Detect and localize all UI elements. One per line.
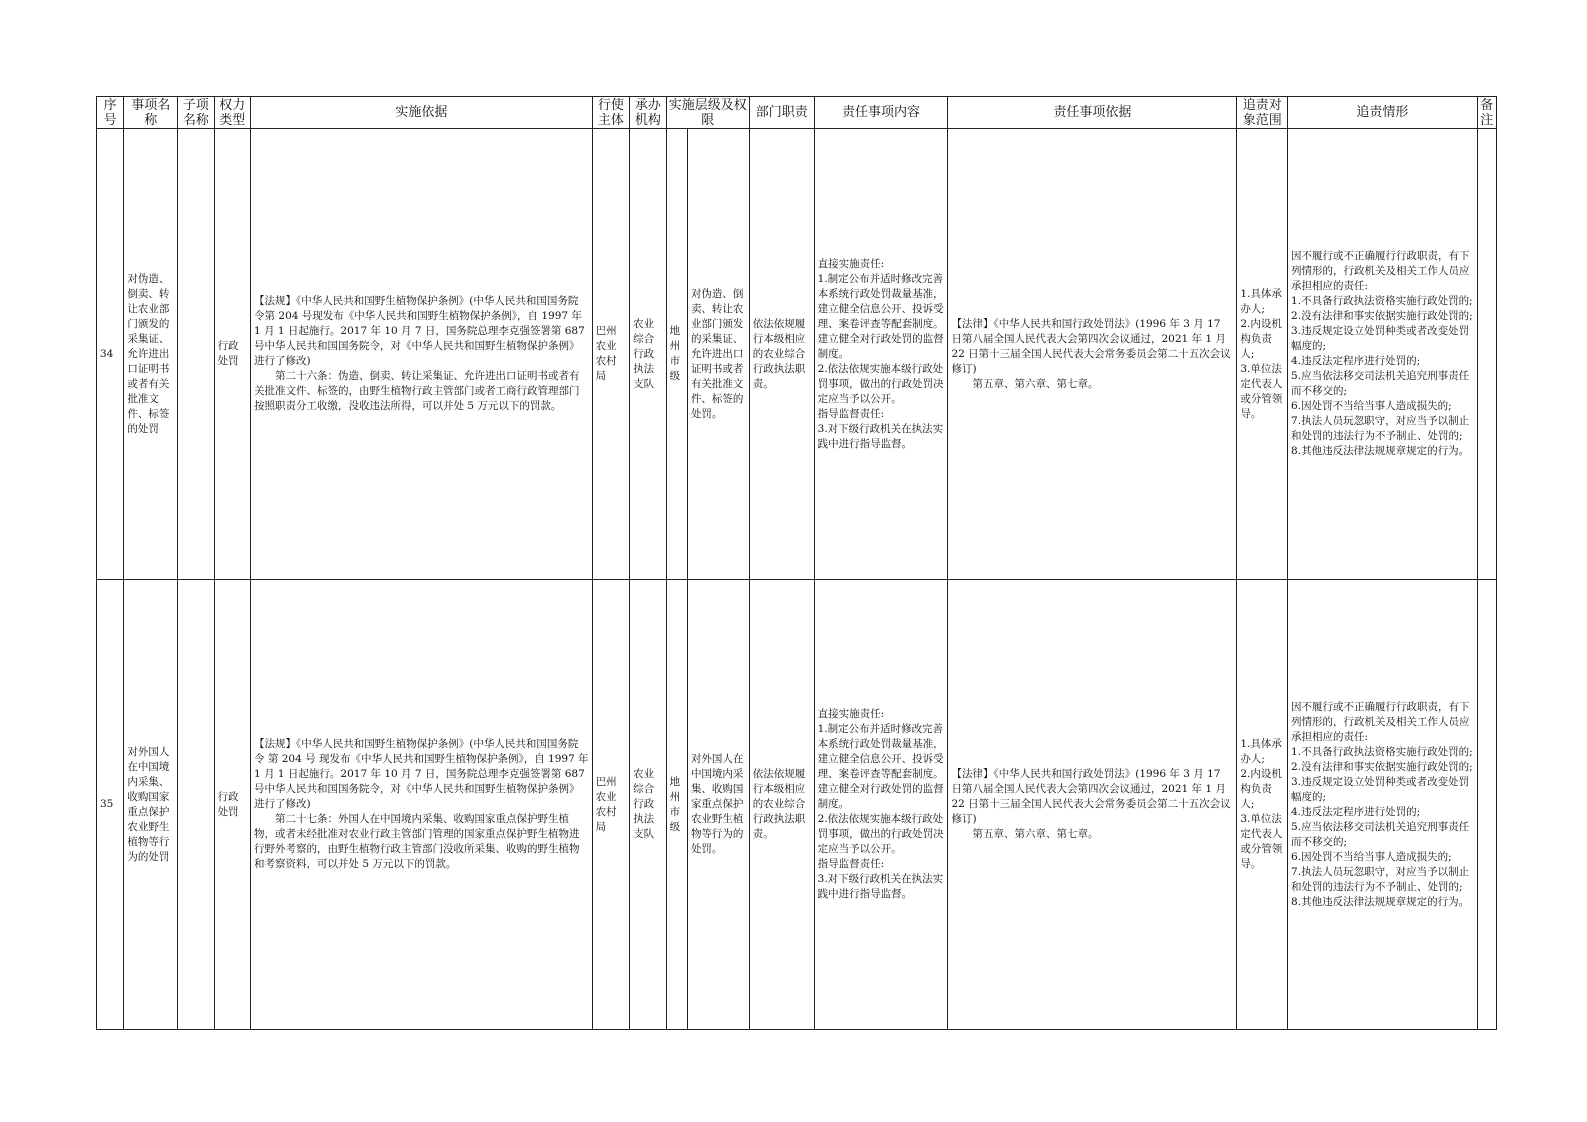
resp-line: 3.对下级行政机关在执法实践中进行指导监督。 <box>817 422 944 450</box>
situation-line: 因不履行或不正确履行行政职责，有下列情形的，行政机关及相关工作人员应承担相应的责任: <box>1291 250 1470 293</box>
col-header-resp-basis: 责任事项依据 <box>948 97 1237 129</box>
col-header-item-name: 事项名称 <box>124 97 178 129</box>
row-resp-content <box>814 129 948 580</box>
row-resp-basis <box>948 580 1237 1030</box>
row-org: 农业综合行政执法支队 <box>630 580 666 1030</box>
situation-line: 3.违反规定设立处罚种类或者改变处罚幅度的; <box>1291 775 1470 803</box>
row-resp-basis <box>948 129 1237 580</box>
situation-line: 7.执法人员玩忽职守，对应当予以制止和处罚的违法行为不予制止、处罚的; <box>1291 865 1470 893</box>
row-basis <box>251 129 593 580</box>
resp-basis-paragraph: 【法律】《中华人民共和国行政处罚法》(1996 年 3 月 17 日第八届全国人民代表大会第四次会议通过，2021 年 1 月 22 日第十三届全国人民代表大会常务委员会第二十五次会议修订) <box>951 768 1231 826</box>
row-subject: 巴州农业农村局 <box>592 580 630 1030</box>
row-resp-content <box>814 580 948 1030</box>
col-header-remark: 备注 <box>1477 97 1496 129</box>
row-level: 地州市级 <box>666 129 687 580</box>
situation-line: 8.其他违反法律法规规章规定的行为。 <box>1291 895 1470 908</box>
situation-line: 3.违反规定设立处罚种类或者改变处罚幅度的; <box>1291 325 1470 353</box>
resp-basis-chapters: 第五章、第六章、第七章。 <box>972 377 1099 390</box>
situation-line: 6.因处罚不当给当事人造成损失的; <box>1291 400 1452 413</box>
row-level: 地州市级 <box>666 580 687 1030</box>
basis-paragraph: 【法规】《中华人民共和国野生植物保护条例》(中华人民共和国国务院令第 204 号现发布《中华人民共和国野生植物保护条例》，自 1997 年 1 月 1 日起施行。2017 年 10 月 7 日，国务院总理李克强签署第 687 号中华人民共和国国务院令，对《中华人民共和国野生植物保护条例》进行了修改) <box>254 295 585 368</box>
scope-line: 2.内设机构负责人; <box>1240 768 1282 811</box>
resp-line: 2.依法依规实施本级行政处罚事项，做出的行政处罚决定应当予以公开。 <box>817 813 944 856</box>
col-header-power-type: 权力类型 <box>214 97 250 129</box>
table-row <box>97 580 1497 1030</box>
situation-line: 2.没有法律和事实依据实施行政处罚的; <box>1291 760 1473 773</box>
resp-line: 2.依法依规实施本级行政处罚事项，做出的行政处罚决定应当予以公开。 <box>817 362 944 405</box>
situation-line: 7.执法人员玩忽职守，对应当予以制止和处罚的违法行为不予制止、处罚的; <box>1291 415 1470 443</box>
row-duty: 依法依规履行本级相应的农业综合行政执法职责。 <box>749 129 814 580</box>
resp-line: 指导监督责任: <box>817 858 885 871</box>
row-scope <box>1237 580 1288 1030</box>
resp-basis-paragraph: 【法律】《中华人民共和国行政处罚法》(1996 年 3 月 17 日第八届全国人民代表大会第四次会议通过，2021 年 1 月 22 日第十三届全国人民代表大会常务委员会第二十五次会议修订) <box>951 317 1231 375</box>
table-row <box>97 129 1497 580</box>
basis-paragraph: 【法规】《中华人民共和国野生植物保护条例》(中华人民共和国国务院令 第 204 号 现发布《中华人民共和国野生植物保护条例》，自 1997 年 1 月 1 日起施行。2017 年 10 月 7 日，国务院总理李克强签署第 687 号中华人民共和国国务院令，对《中华人民共和国野生植物保护条例》进行了修改) <box>254 738 589 811</box>
row-sub-name <box>178 129 214 580</box>
row-level-scope: 对伪造、倒卖、转让农业部门颁发的采集证、允许进出口证明书或者有关批准文件、标签的处罚。 <box>687 129 749 580</box>
scope-line: 2.内设机构负责人; <box>1240 317 1282 360</box>
situation-line: 1.不具备行政执法资格实施行政处罚的; <box>1291 295 1473 308</box>
responsibility-table <box>96 96 1497 1030</box>
resp-line: 1.制定公布并适时修改完善本系统行政处罚裁量基准，建立健全信息公开、投诉受理、案卷评查等配套制度。建立健全对行政处罚的监督制度。 <box>817 723 944 811</box>
col-header-sub-name: 子项名称 <box>178 97 214 129</box>
row-basis <box>251 580 593 1030</box>
situation-line: 5.应当依法移交司法机关追究刑事责任而不移交的; <box>1291 820 1470 848</box>
col-header-basis: 实施依据 <box>251 97 593 129</box>
row-level-scope: 对外国人在中国境内采集、收购国家重点保护农业野生植物等行为的处罚。 <box>687 580 749 1030</box>
col-header-situation: 追责情形 <box>1288 97 1478 129</box>
row-org: 农业综合行政执法支队 <box>630 129 666 580</box>
row-situation <box>1288 580 1478 1030</box>
situation-line: 5.应当依法移交司法机关追究刑事责任而不移交的; <box>1291 370 1470 398</box>
scope-line: 1.具体承办人; <box>1240 287 1282 315</box>
row-seq: 35 <box>97 580 124 1030</box>
row-scope <box>1237 129 1288 580</box>
scope-line: 3.单位法定代表人或分管领导。 <box>1240 362 1283 420</box>
situation-line: 4.违反法定程序进行处罚的; <box>1291 355 1421 368</box>
col-header-duty: 部门职责 <box>749 97 814 129</box>
row-power-type: 行政处罚 <box>214 580 250 1030</box>
resp-line: 直接实施责任: <box>817 708 885 721</box>
resp-line: 指导监督责任: <box>817 407 885 420</box>
situation-line: 8.其他违反法律法规规章规定的行为。 <box>1291 445 1470 458</box>
situation-line: 6.因处罚不当给当事人造成损失的; <box>1291 850 1452 863</box>
row-duty: 依法依规履行本级相应的农业综合行政执法职责。 <box>749 580 814 1030</box>
basis-article: 第二十七条：外国人在中国境内采集、收购国家重点保护野生植物，或者未经批准对农业行政主管部门管理的国家重点保护野生植物进行野外考察的，由野生植物行政主管部门没收所采集、收购的野生植物和考察资料，可以并处 5 万元以下的罚款。 <box>254 813 580 871</box>
row-item-name: 对外国人在中国境内采集、收购国家重点保护农业野生植物等行为的处罚 <box>124 580 178 1030</box>
row-remark <box>1477 129 1496 580</box>
situation-line: 因不履行或不正确履行行政职责，有下列情形的，行政机关及相关工作人员应承担相应的责任: <box>1291 700 1470 743</box>
row-item-name: 对伪造、倒卖、转让农业部门颁发的采集证、允许进出口证明书或者有关批准文件、标签的处罚 <box>124 129 178 580</box>
row-sub-name <box>178 580 214 1030</box>
situation-line: 1.不具备行政执法资格实施行政处罚的; <box>1291 745 1473 758</box>
row-subject: 巴州农业农村局 <box>592 129 630 580</box>
resp-line: 1.制定公布并适时修改完善本系统行政处罚裁量基准，建立健全信息公开、投诉受理、案卷评查等配套制度。建立健全对行政处罚的监督制度。 <box>817 272 944 360</box>
col-header-subject: 行使主体 <box>592 97 630 129</box>
resp-line: 直接实施责任: <box>817 257 885 270</box>
basis-article: 第二十六条：伪造、倒卖、转让采集证、允许进出口证明书或者有关批准文件、标签的，由野生植物行政主管部门或者工商行政管理部门按照职责分工收缴，没收违法所得，可以并处 5 万元以下的罚款。 <box>254 370 580 413</box>
scope-line: 3.单位法定代表人或分管领导。 <box>1240 813 1283 871</box>
situation-line: 2.没有法律和事实依据实施行政处罚的; <box>1291 310 1473 323</box>
col-header-level: 实施层级及权限 <box>666 97 749 129</box>
col-header-seq: 序号 <box>97 97 124 129</box>
col-header-resp-content: 责任事项内容 <box>814 97 948 129</box>
row-seq: 34 <box>97 129 124 580</box>
row-remark <box>1477 580 1496 1030</box>
situation-line: 4.违反法定程序进行处罚的; <box>1291 805 1421 818</box>
row-power-type: 行政处罚 <box>214 129 250 580</box>
row-situation <box>1288 129 1478 580</box>
header-row <box>97 97 1497 129</box>
resp-line: 3.对下级行政机关在执法实践中进行指导监督。 <box>817 873 944 901</box>
col-header-org: 承办机构 <box>630 97 666 129</box>
col-header-scope: 追责对象范围 <box>1237 97 1288 129</box>
resp-basis-chapters: 第五章、第六章、第七章。 <box>972 828 1099 841</box>
scope-line: 1.具体承办人; <box>1240 738 1282 766</box>
